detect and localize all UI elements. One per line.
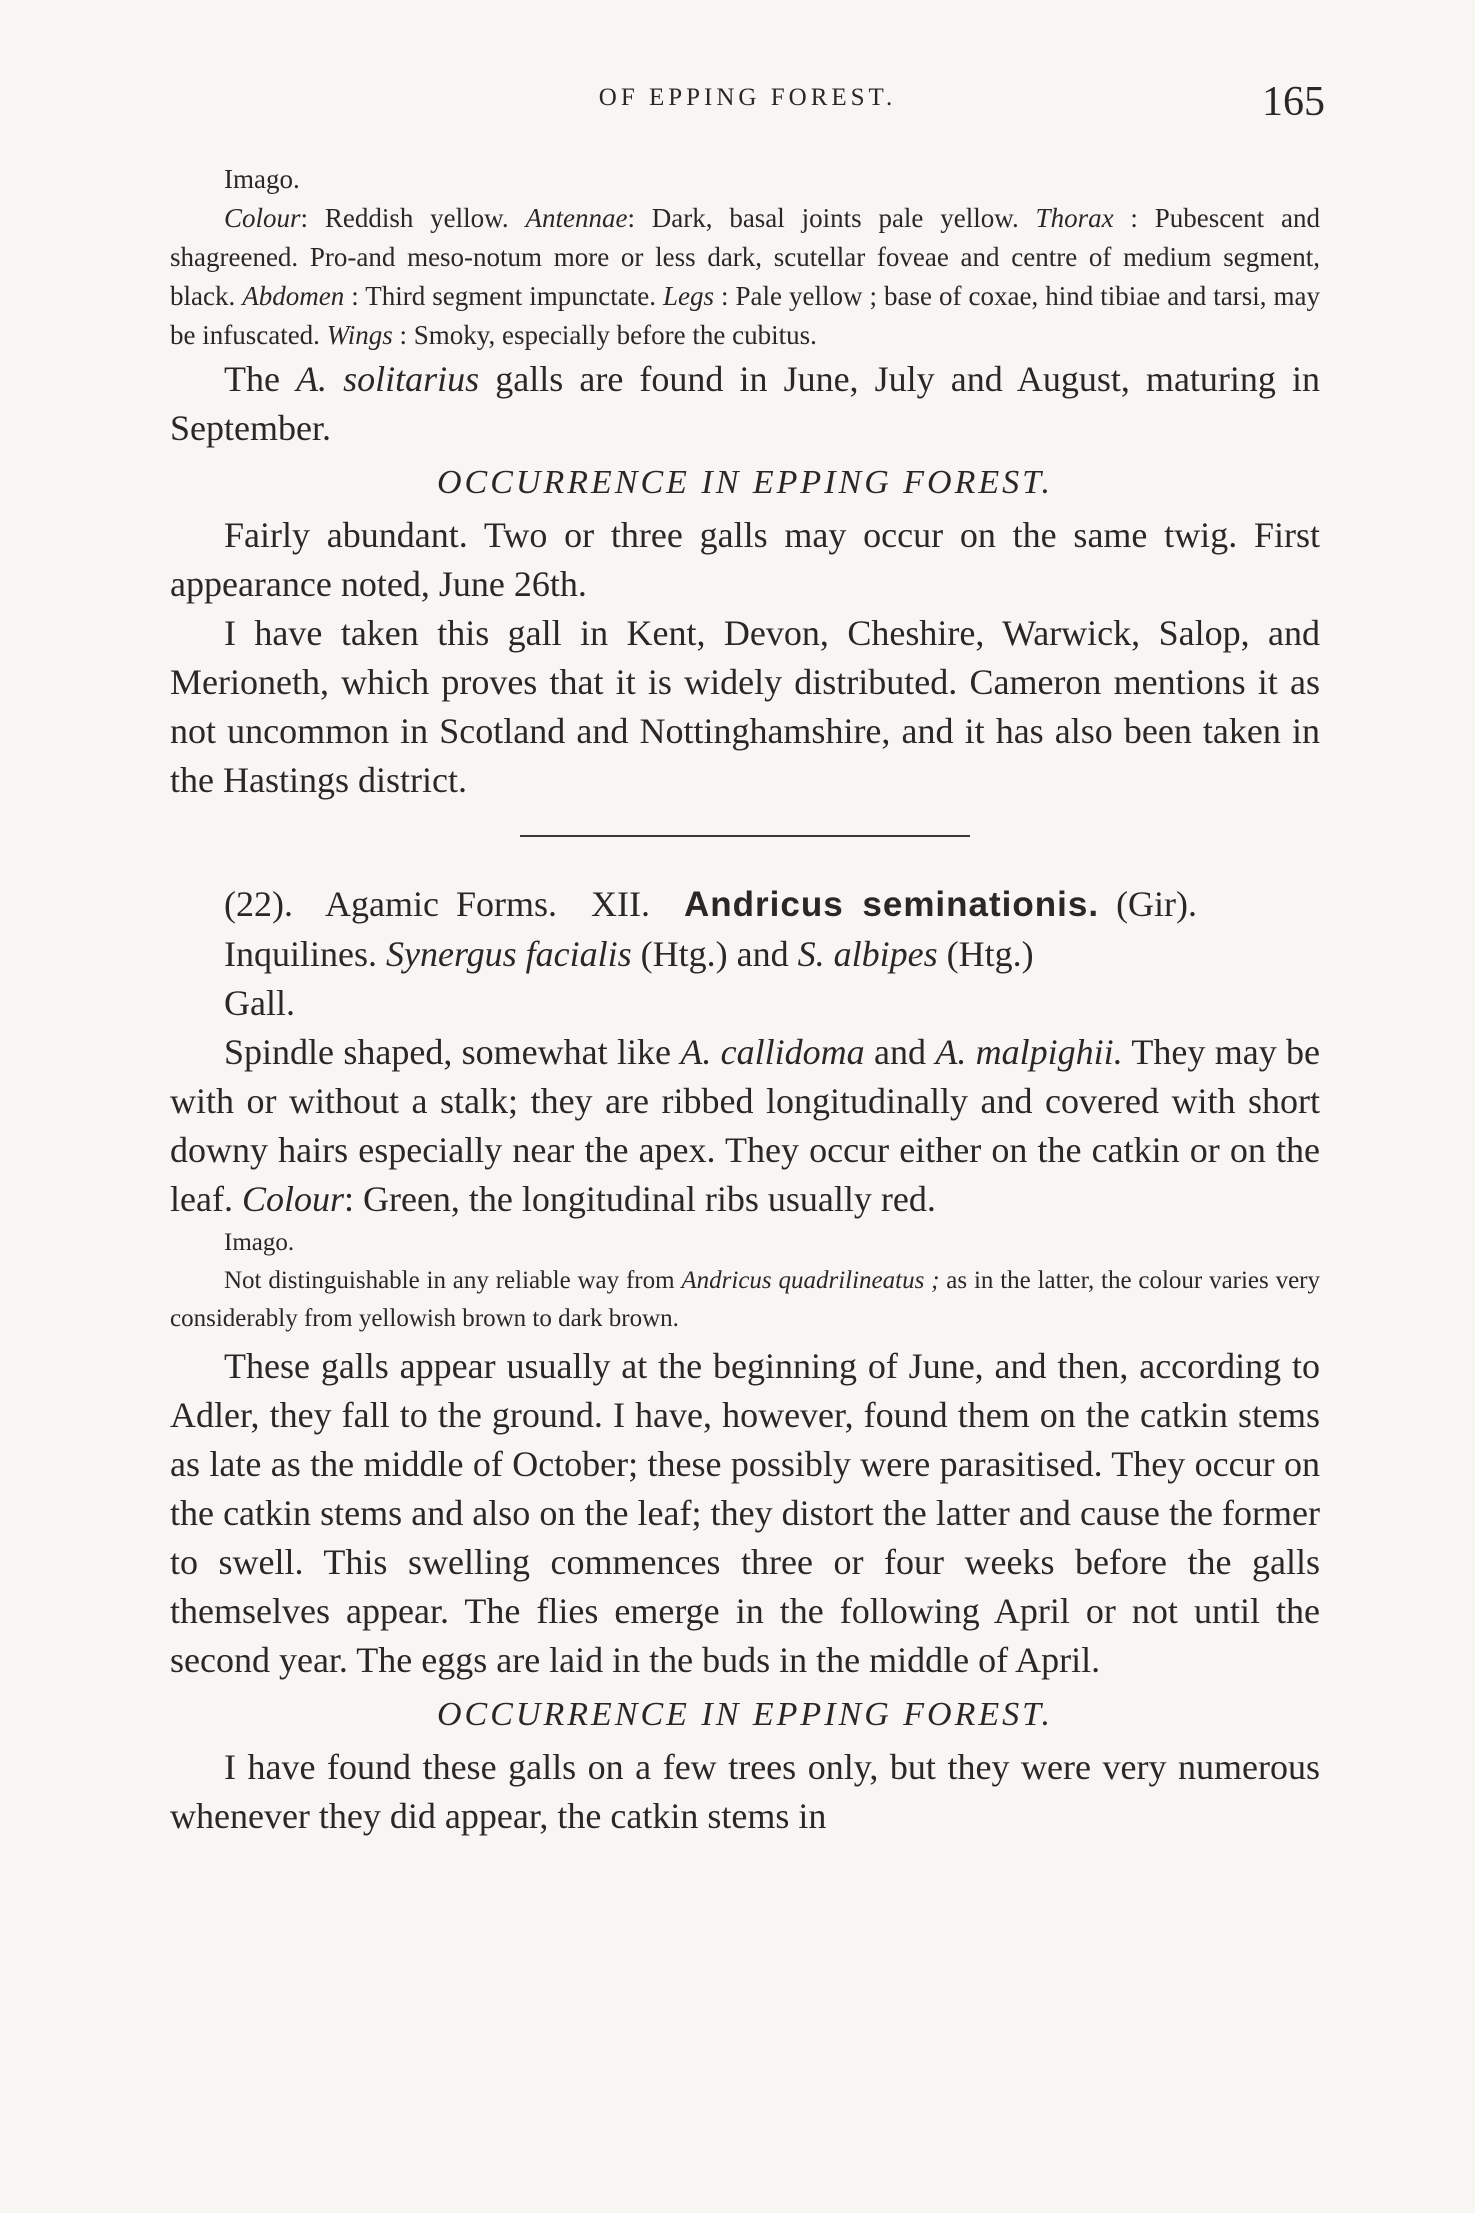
gall-colour-text: : Green, the longitudinal ribs usually red. — [343, 1179, 936, 1219]
occurrence-paragraph-2: I have found these galls on a few trees only, but they were very numerous whenever they did appear, the catkin stems in — [170, 1747, 1320, 1836]
inquilines-mid: (Htg.) and — [631, 934, 798, 974]
gall-text-1: Spindle shaped, somewhat like — [224, 1032, 681, 1072]
abdomen-label: Abdomen — [242, 281, 345, 311]
abdomen-text: : Third segment impunctate. — [344, 281, 663, 311]
imago-2-species: Andricus quadrilineatus ; — [681, 1267, 940, 1294]
gall-colour-label: Colour — [241, 1179, 344, 1219]
gall-label: Gall. — [224, 983, 295, 1023]
section-species: Andricus seminationis. — [683, 885, 1100, 924]
occurrence-paragraph-1: Fairly abundant. Two or three galls may occur on the same twig. First appearance noted, June 26th. — [170, 515, 1320, 604]
imago-2-description — [170, 1262, 1320, 1338]
seasonal-paragraph: These galls appear usually at the beginning of June, and then, according to Adler, they fall to the ground. I have, however, found them on the catkin stems as late as the middle of October; these possibly were parasitised. They occur on the catkin stems and also on the leaf; they distort the latter and cause the former to swell. This swelling commences three or four weeks before the galls themselves appear. The flies emerge in the following April or not until the second year. The eggs are laid in the buds in the middle of April. — [170, 1346, 1320, 1680]
imago-2-label: Imago. — [224, 1229, 295, 1256]
occurrence-heading-1: OCCURRENCE IN EPPING FOREST. — [437, 464, 1053, 501]
section-number: (22). — [224, 884, 293, 924]
page-number: 165 — [1262, 79, 1325, 125]
solitarius-species: A. solitarius — [296, 359, 480, 399]
gall-text-2: and — [864, 1032, 936, 1072]
page-body — [170, 160, 1320, 1841]
wings-label: Wings — [326, 320, 393, 350]
gall-text-3: They may be with or without a stalk; they are ribbed longitudinally and covered with short downy hairs especially near the apex. They occur either on the catkin or on the leaf. — [170, 1032, 1321, 1219]
gall-species-2: A. malpighii. — [935, 1032, 1123, 1072]
legs-text: : Pale yellow ; base of coxae, hind tibiae and tarsi, may be infuscated. — [170, 281, 1320, 350]
wings-text: : Smoky, especially before the cubitus. — [392, 320, 817, 350]
occurrence-heading-2: OCCURRENCE IN EPPING FOREST. — [437, 1696, 1053, 1733]
colour-label: Colour — [224, 203, 301, 233]
antennae-label: Antennae — [525, 203, 628, 233]
distribution-paragraph: I have taken this gall in Kent, Devon, Cheshire, Warwick, Salop, and Merioneth, which proves that it is widely distributed. Cameron mentions it as not uncommon in Scotland and Nottinghamshire, and it has also been taken in the Hastings district. — [170, 613, 1320, 800]
legs-label: Legs — [662, 281, 714, 311]
colour-text: : Reddish yellow. — [300, 203, 526, 233]
solitarius-post: galls are found in June, July and August, maturing in September. — [170, 359, 1321, 448]
inquilines-line — [170, 930, 1320, 979]
inquiline-species-2: S. albipes — [797, 934, 938, 974]
inquilines-label: Inquilines. — [224, 934, 386, 974]
inquilines-end: (Htg.) — [937, 934, 1034, 974]
inquiline-species-1: Synergus facialis — [385, 934, 632, 974]
solitarius-paragraph — [170, 355, 1320, 453]
section-roman: XII. — [590, 884, 650, 924]
section-divider — [520, 835, 970, 837]
running-title: OF EPPING FOREST. — [598, 84, 897, 111]
gall-species-1: A. callidoma — [680, 1032, 865, 1072]
imago-2-text-1: Not distinguishable in any reliable way from — [224, 1267, 682, 1294]
thorax-text: : Pubescent and shagreened. Pro-and meso-notum more or less dark, scutellar foveae and centre of medium segment, black. — [170, 203, 1320, 311]
section-22-title — [170, 879, 1320, 930]
section-forms: Agamic Forms. — [325, 884, 557, 924]
page-header — [170, 78, 1325, 124]
imago-2-text-2: as in the latter, the colour varies very considerably from yellowish brown to dark brown. — [170, 1267, 1321, 1332]
antennae-text: : Dark, basal joints pale yellow. — [627, 203, 1036, 233]
solitarius-pre: The — [224, 359, 297, 399]
imago-label: Imago. — [224, 164, 300, 194]
gall-description — [170, 1028, 1320, 1224]
imago-description — [170, 199, 1320, 355]
thorax-label: Thorax — [1035, 203, 1114, 233]
section-author: (Gir). — [1116, 884, 1198, 924]
